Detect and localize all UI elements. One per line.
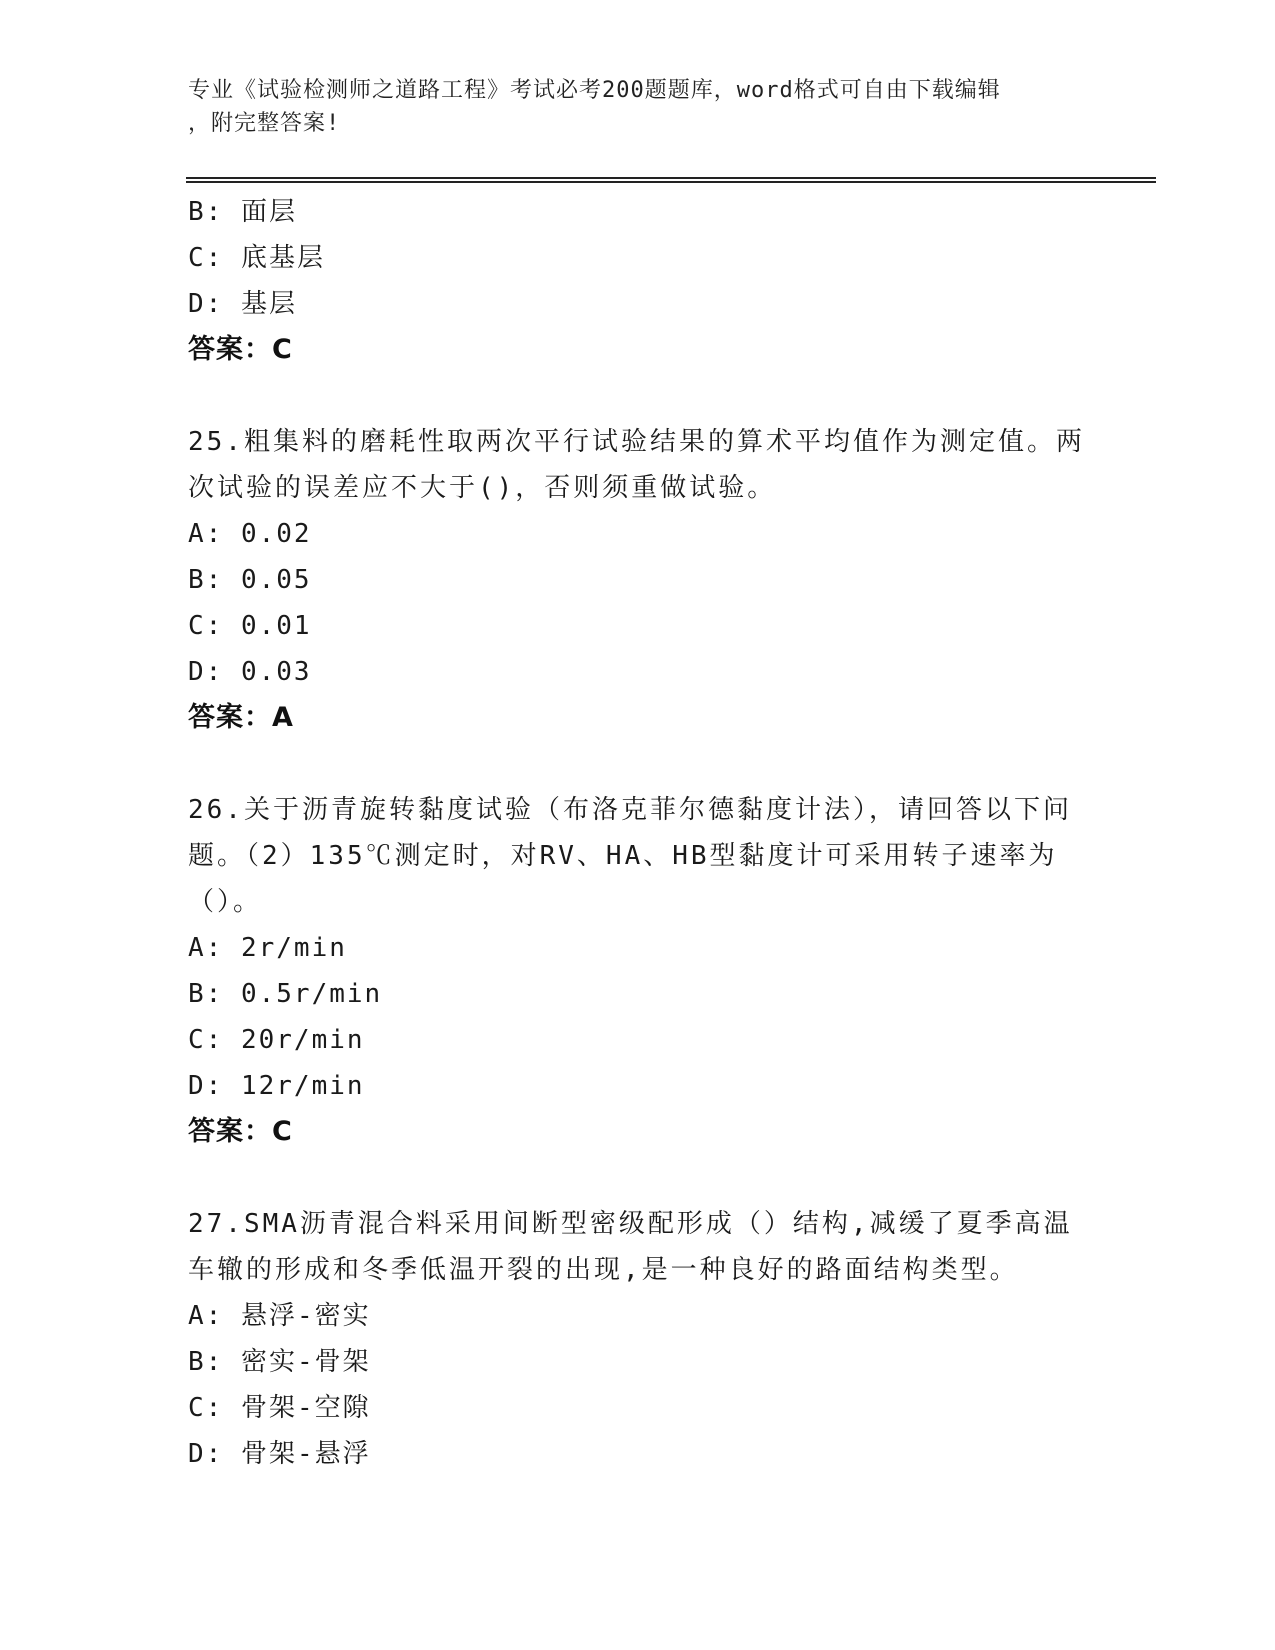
question-27-option-a: A: 悬浮-密实: [188, 1301, 371, 1331]
question-25-option-d: D: 0.03: [188, 657, 312, 687]
header-divider: [186, 177, 1156, 183]
question-26-option-d: D: 12r/min: [188, 1071, 365, 1101]
question-27-option-c: C: 骨架-空隙: [188, 1393, 371, 1423]
question-27-option-b: B: 密实-骨架: [188, 1347, 371, 1377]
question-26-block: [188, 787, 1088, 1155]
header-title-line-2: ，附完整答案!: [188, 111, 341, 136]
question-24-option-c: C: 底基层: [188, 243, 325, 273]
question-26-option-b: B: 0.5r/min: [188, 979, 383, 1009]
question-25-option-b: B: 0.05: [188, 565, 312, 595]
question-27-option-d: D: 骨架-悬浮: [188, 1439, 371, 1469]
question-25-block: [188, 419, 1088, 741]
question-24-option-d: D: 基层: [188, 289, 297, 319]
question-list: [188, 189, 1088, 1477]
question-25-option-a: A: 0.02: [188, 519, 312, 549]
document-header: [188, 74, 1088, 140]
question-27-block: [188, 1201, 1088, 1477]
question-26-option-c: C: 20r/min: [188, 1025, 365, 1055]
question-26-answer: 答案：C: [188, 1116, 293, 1147]
question-25-text: 25.粗集料的磨耗性取两次平行试验结果的算术平均值作为测定值。两次试验的误差应不大于()，否则须重做试验。: [188, 427, 1085, 503]
question-24-option-b: B: 面层: [188, 197, 297, 227]
question-27-text: 27.SMA沥青混合料采用间断型密级配形成（）结构,减缓了夏季高温车辙的形成和冬季低温开裂的出现,是一种良好的路面结构类型。: [188, 1209, 1073, 1285]
question-25-answer: 答案：A: [188, 702, 294, 733]
header-title-line-1: 专业《试验检测师之道路工程》考试必考200题题库，word格式可自由下载编辑: [188, 78, 1001, 103]
question-24-answer: 答案：C: [188, 334, 293, 365]
question-25-option-c: C: 0.01: [188, 611, 312, 641]
question-26-option-a: A: 2r/min: [188, 933, 347, 963]
question-24-block: [188, 189, 1088, 373]
question-26-text: 26.关于沥青旋转黏度试验（布洛克菲尔德黏度计法），请回答以下问题。（2）135℃测定时，对RV、HA、HB型黏度计可采用转子速率为（）。: [188, 795, 1072, 917]
